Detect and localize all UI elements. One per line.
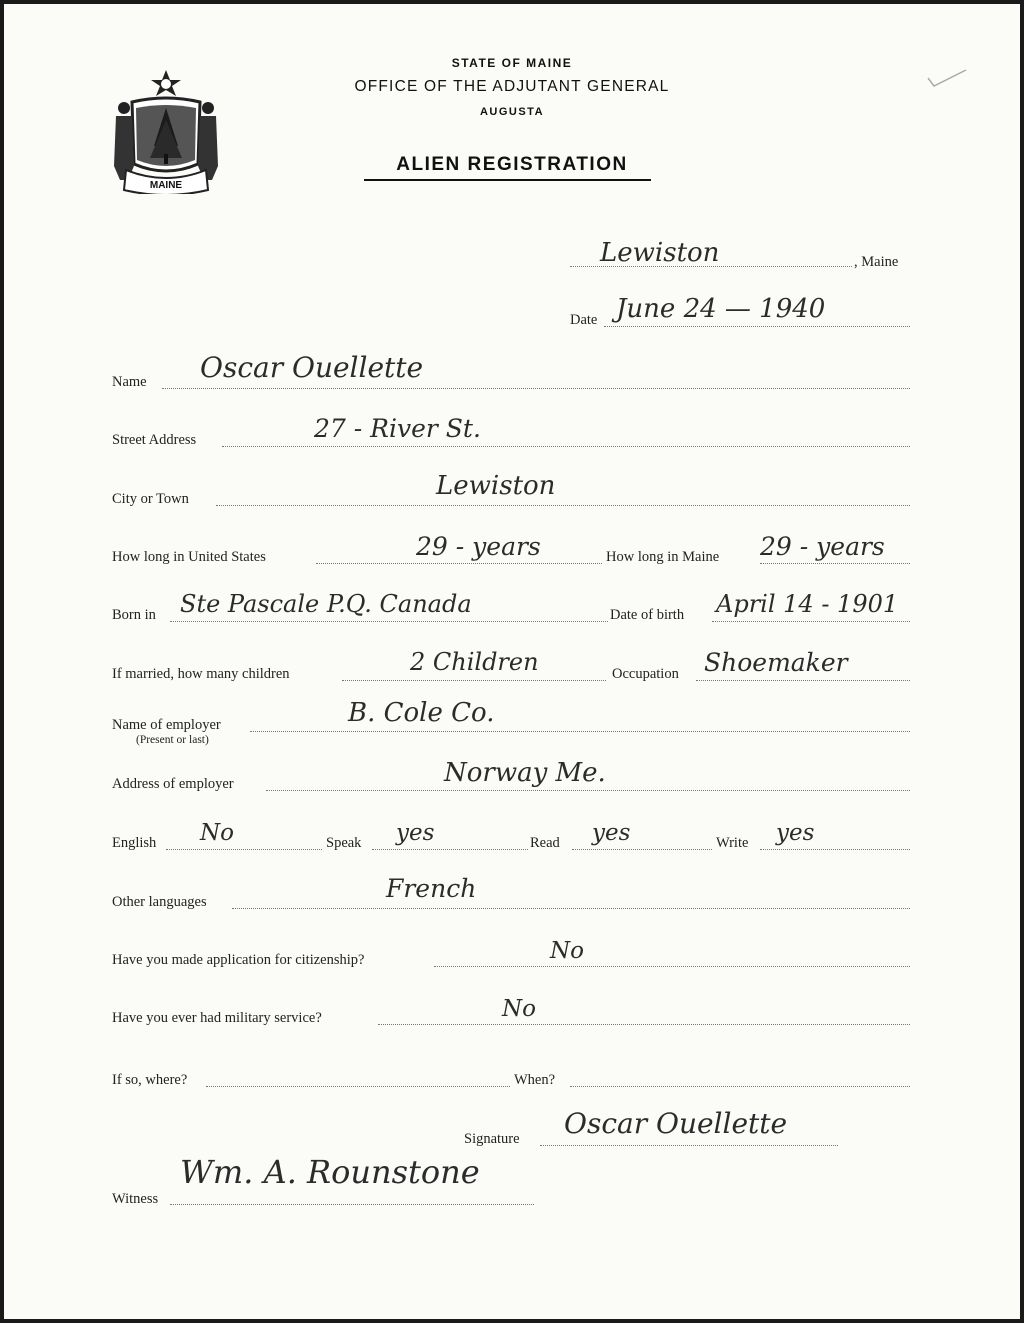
- write-label: Write: [716, 835, 749, 851]
- read-value: yes: [592, 820, 631, 846]
- us-years-label: How long in United States: [112, 549, 266, 565]
- speak-value: yes: [396, 820, 435, 846]
- occupation-line: [696, 680, 910, 681]
- header-state: STATE OF MAINE: [451, 56, 573, 70]
- write-value: yes: [776, 820, 815, 846]
- date-value: June 24 — 1940: [616, 294, 826, 324]
- street-label: Street Address: [112, 432, 197, 448]
- employer-address-line: [266, 790, 910, 791]
- maine-years-label: How long in Maine: [606, 549, 720, 565]
- witness-value: Wm. A. Rounstone: [180, 1153, 480, 1191]
- registration-form: [4, 4, 1020, 1319]
- other-languages-line: [232, 908, 910, 909]
- english-line: [166, 849, 322, 850]
- employer-address-value: Norway Me.: [444, 758, 606, 788]
- header-city: AUGUSTA: [479, 106, 545, 118]
- witness-label: Witness: [112, 1191, 159, 1207]
- write-line: [760, 849, 910, 850]
- city-label: City or Town: [112, 491, 189, 507]
- witness-line: [170, 1204, 534, 1205]
- dob-value: April 14 - 1901: [716, 590, 899, 618]
- citizenship-label: Have you made application for citizenship?: [112, 952, 365, 968]
- street-value: 27 - River St.: [314, 414, 481, 443]
- military-value: No: [502, 996, 536, 1022]
- signature-label: Signature: [464, 1131, 520, 1147]
- children-label: If married, how many children: [112, 666, 290, 682]
- employer-address-label: Address of employer: [112, 776, 234, 792]
- date-label: Date: [570, 312, 598, 328]
- name-label: Name: [112, 374, 147, 390]
- signature-value: Oscar Ouellette: [564, 1107, 788, 1140]
- employer-label: Name of employer: [112, 717, 221, 733]
- place-value: Lewiston: [600, 238, 720, 268]
- read-label: Read: [530, 835, 560, 851]
- citizenship-value: No: [550, 938, 584, 964]
- english-label: English: [112, 835, 157, 851]
- svg-text:MAINE: MAINE: [149, 180, 183, 191]
- citizenship-line: [434, 966, 910, 967]
- date-line: [604, 326, 910, 327]
- born-label: Born in: [112, 607, 156, 623]
- name-value: Oscar Ouellette: [200, 351, 424, 384]
- street-line: [222, 446, 910, 447]
- maine-years-line: [760, 563, 910, 564]
- occupation-label: Occupation: [612, 666, 679, 682]
- signature-line: [540, 1145, 838, 1146]
- other-languages-label: Other languages: [112, 894, 207, 910]
- employer-line: [250, 731, 910, 732]
- place-suffix-label: , Maine: [854, 254, 899, 270]
- military-label: Have you ever had military service?: [112, 1010, 322, 1026]
- occupation-value: Shoemaker: [704, 648, 848, 677]
- where-label: If so, where?: [112, 1072, 188, 1088]
- born-line: [170, 621, 608, 622]
- when-label: When?: [514, 1072, 556, 1088]
- form-title: ALIEN REGISTRATION: [396, 154, 628, 175]
- children-value: 2 Children: [410, 648, 539, 676]
- city-line: [216, 505, 910, 506]
- us-years-value: 29 - years: [416, 532, 541, 561]
- maine-years-value: 29 - years: [760, 532, 885, 561]
- name-line: [162, 388, 910, 389]
- city-value: Lewiston: [436, 471, 556, 501]
- children-line: [342, 680, 606, 681]
- speak-label: Speak: [326, 835, 362, 851]
- military-line: [378, 1024, 910, 1025]
- speak-line: [372, 849, 528, 850]
- title-underline: [364, 179, 651, 181]
- english-value: No: [200, 820, 234, 846]
- born-value: Ste Pascale P.Q. Canada: [180, 590, 472, 618]
- when-line: [570, 1086, 910, 1087]
- other-languages-value: French: [386, 874, 477, 903]
- employer-sublabel: (Present or last): [136, 734, 209, 746]
- us-years-line: [316, 563, 602, 564]
- employer-value: B. Cole Co.: [348, 698, 495, 728]
- read-line: [572, 849, 712, 850]
- where-line: [206, 1086, 510, 1087]
- dob-line: [712, 621, 910, 622]
- dob-label: Date of birth: [610, 607, 685, 623]
- header-office: OFFICE OF THE ADJUTANT GENERAL: [354, 78, 670, 95]
